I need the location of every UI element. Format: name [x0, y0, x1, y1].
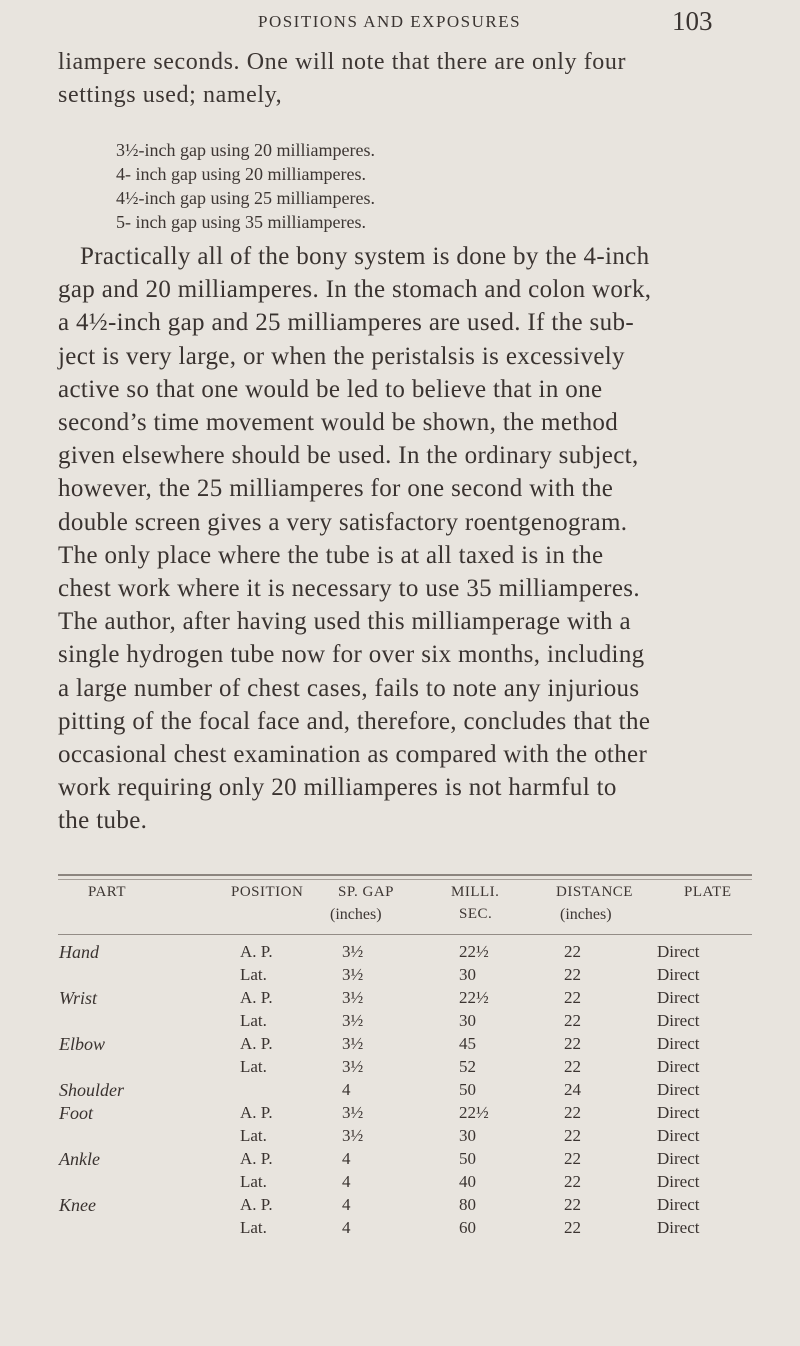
paragraph-line: ject is very large, or when the peristalsis is excessively — [58, 342, 625, 370]
table-row — [0, 1034, 800, 1057]
table-row — [0, 1218, 800, 1241]
cell-position: A. P. — [240, 1149, 273, 1168]
paragraph-line: the tube. — [58, 807, 148, 835]
paragraph-line: The author, after having used this milliamperage with a — [58, 608, 631, 636]
cell-position: A. P. — [240, 1195, 273, 1214]
paragraph-line: second’s time movement would be shown, the method — [58, 409, 619, 437]
cell-plate: Direct — [657, 1080, 700, 1099]
cell-position: Lat. — [240, 1011, 267, 1030]
cell-position: A. P. — [240, 1034, 273, 1053]
header-gap: SP. GAP — [338, 884, 395, 900]
cell-milli: 60 — [459, 1218, 476, 1237]
page-number: 103 — [672, 6, 713, 36]
table-row — [0, 1011, 800, 1034]
header-gap-unit: (inches) — [330, 906, 382, 923]
cell-distance: 22 — [564, 1195, 581, 1214]
cell-position: Lat. — [240, 1057, 267, 1076]
paragraph-line: given elsewhere should be used. In the ordinary subject, — [58, 442, 639, 470]
cell-gap: 4 — [342, 1195, 351, 1214]
cell-gap: 4 — [342, 1149, 351, 1168]
cell-part: Elbow — [59, 1034, 106, 1054]
cell-milli: 22½ — [459, 1103, 489, 1122]
cell-part: Foot — [59, 1103, 93, 1123]
cell-distance: 22 — [564, 965, 581, 984]
settings-item: 5- inch gap using 35 milliamperes. — [116, 212, 366, 232]
cell-position: A. P. — [240, 942, 273, 961]
cell-part: Ankle — [59, 1149, 100, 1169]
cell-gap: 3½ — [342, 1057, 364, 1076]
cell-milli: 52 — [459, 1057, 476, 1076]
body-paragraph — [58, 240, 758, 838]
settings-item: 4- inch gap using 20 milliamperes. — [116, 164, 366, 184]
cell-milli: 22½ — [459, 942, 489, 961]
header-position: POSITION — [231, 884, 304, 900]
cell-milli: 50 — [459, 1080, 476, 1099]
cell-gap: 4 — [342, 1218, 351, 1237]
table-row — [0, 1172, 800, 1195]
paragraph-line: chest work where it is necessary to use 35 milliamperes. — [58, 575, 640, 603]
cell-part: Knee — [59, 1195, 96, 1215]
cell-milli: 30 — [459, 1126, 476, 1145]
paragraph-line: single hydrogen tube now for over six months, including — [58, 641, 645, 669]
cell-distance: 22 — [564, 1126, 581, 1145]
cell-part: Shoulder — [59, 1080, 124, 1100]
cell-plate: Direct — [657, 1195, 700, 1214]
cell-plate: Direct — [657, 1057, 700, 1076]
table-row — [0, 942, 800, 965]
cell-position: Lat. — [240, 1126, 267, 1145]
cell-gap: 3½ — [342, 988, 364, 1007]
cell-gap: 4 — [342, 1172, 351, 1191]
cell-milli: 30 — [459, 965, 476, 984]
cell-milli: 80 — [459, 1195, 476, 1214]
table-body — [0, 942, 800, 1241]
table-row — [0, 988, 800, 1011]
cell-distance: 22 — [564, 1218, 581, 1237]
cell-milli: 40 — [459, 1172, 476, 1191]
intro-line: settings used; namely, — [58, 82, 283, 108]
cell-position: Lat. — [240, 965, 267, 984]
cell-part: Hand — [59, 942, 99, 962]
cell-plate: Direct — [657, 988, 700, 1007]
cell-distance: 22 — [564, 1172, 581, 1191]
cell-plate: Direct — [657, 1126, 700, 1145]
settings-list — [116, 138, 375, 234]
paragraph-line: occasional chest examination as compared with the other — [58, 741, 648, 769]
table-row — [0, 1126, 800, 1149]
settings-item: 4½-inch gap using 25 milliamperes. — [116, 188, 375, 208]
table-row — [0, 1080, 800, 1103]
running-head — [0, 6, 800, 42]
header-distance-unit: (inches) — [560, 906, 612, 923]
cell-milli: 45 — [459, 1034, 476, 1053]
cell-position: A. P. — [240, 988, 273, 1007]
table-header-rule — [58, 934, 752, 935]
cell-distance: 22 — [564, 1057, 581, 1076]
cell-distance: 22 — [564, 1034, 581, 1053]
header-milli-unit: SEC. — [459, 906, 493, 922]
cell-gap: 3½ — [342, 942, 364, 961]
cell-gap: 3½ — [342, 1126, 364, 1145]
table-row — [0, 1057, 800, 1080]
paragraph-line: a 4½-inch gap and 25 milliamperes are used. If the sub- — [58, 309, 635, 337]
paragraph-line: work requiring only 20 milliamperes is not harmful to — [58, 774, 617, 802]
header-milli: MILLI. — [451, 884, 500, 900]
cell-distance: 22 — [564, 1149, 581, 1168]
cell-position: Lat. — [240, 1172, 267, 1191]
cell-gap: 3½ — [342, 1034, 364, 1053]
cell-plate: Direct — [657, 1149, 700, 1168]
paragraph-line: pitting of the focal face and, therefore, concludes that the — [58, 707, 651, 735]
header-distance: DISTANCE — [556, 884, 633, 900]
cell-position: A. P. — [240, 1103, 273, 1122]
paragraph-line: double screen gives a very satisfactory roentgenogram. — [58, 508, 628, 536]
intro-line: liampere seconds. One will note that there are only four — [58, 49, 627, 75]
paragraph-line: active so that one would be led to believe that in one — [58, 375, 603, 403]
cell-distance: 24 — [564, 1080, 581, 1099]
table-row — [0, 1195, 800, 1218]
table-row — [0, 965, 800, 988]
table-row — [0, 1103, 800, 1126]
cell-distance: 22 — [564, 942, 581, 961]
paragraph-line: however, the 25 milliamperes for one second with the — [58, 475, 614, 503]
cell-position: Lat. — [240, 1218, 267, 1237]
intro-text — [58, 46, 758, 112]
cell-gap: 4 — [342, 1080, 351, 1099]
cell-distance: 22 — [564, 1011, 581, 1030]
cell-plate: Direct — [657, 1034, 700, 1053]
paragraph-line: gap and 20 milliamperes. In the stomach and colon work, — [58, 276, 652, 304]
cell-distance: 22 — [564, 1103, 581, 1122]
table-row — [0, 1149, 800, 1172]
cell-milli: 30 — [459, 1011, 476, 1030]
cell-plate: Direct — [657, 1011, 700, 1030]
running-title: POSITIONS AND EXPOSURES — [258, 12, 522, 31]
settings-item: 3½-inch gap using 20 milliamperes. — [116, 140, 375, 160]
table-top-rule — [58, 874, 752, 880]
cell-part: Wrist — [59, 988, 98, 1008]
cell-gap: 3½ — [342, 1011, 364, 1030]
cell-plate: Direct — [657, 1172, 700, 1191]
paragraph-line: a large number of chest cases, fails to note any injurious — [58, 674, 640, 702]
cell-plate: Direct — [657, 965, 700, 984]
cell-distance: 22 — [564, 988, 581, 1007]
header-part: PART — [88, 884, 127, 900]
cell-gap: 3½ — [342, 965, 364, 984]
cell-plate: Direct — [657, 942, 700, 961]
header-plate: PLATE — [684, 884, 732, 900]
paragraph-line: The only place where the tube is at all taxed is in the — [58, 541, 604, 569]
cell-plate: Direct — [657, 1218, 700, 1237]
cell-milli: 50 — [459, 1149, 476, 1168]
cell-plate: Direct — [657, 1103, 700, 1122]
paragraph-line: Practically all of the bony system is done by the 4-inch — [80, 243, 650, 270]
cell-milli: 22½ — [459, 988, 489, 1007]
cell-gap: 3½ — [342, 1103, 364, 1122]
